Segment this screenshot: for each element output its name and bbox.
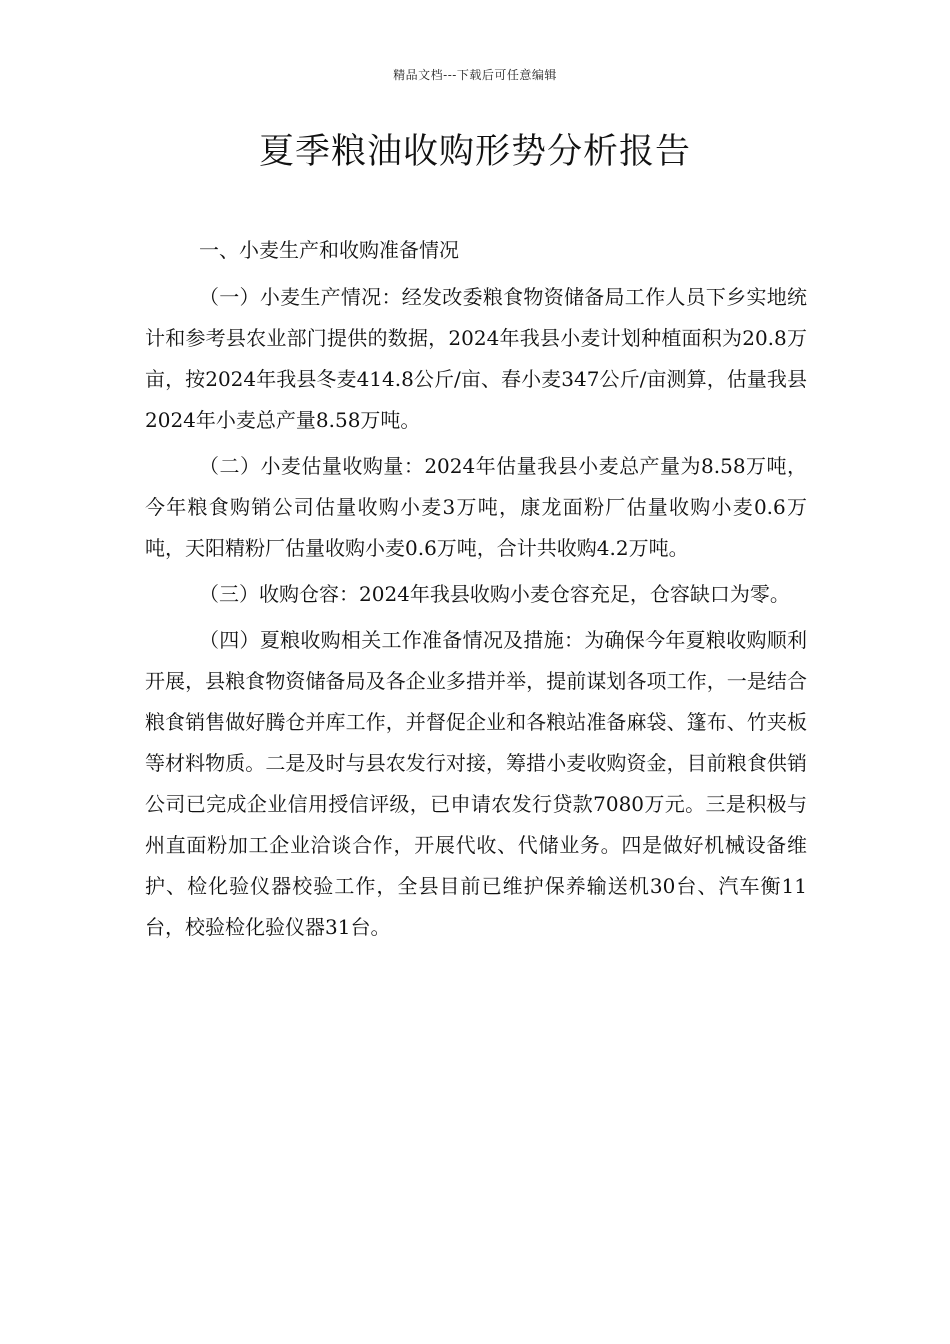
header-note: 精品文档---下载后可任意编辑 — [393, 68, 557, 82]
paragraph-wheat-production: （一）小麦生产情况：经发改委粮食物资储备局工作人员下乡实地统计和参考县农业部门提供的数据，2024年我县小麦计划种植面积为20.8万亩，按2024年我县冬麦414.8公斤/亩、春小麦347公斤/亩测算，估量我县2024年小麦总产量8.58万吨。 — [145, 285, 807, 432]
document-body — [145, 230, 807, 953]
paragraph-wheat-purchase-estimate: （二）小麦估量收购量：2024年估量我县小麦总产量为8.58万吨，今年粮食购销公司估量收购小麦3万吨，康龙面粉厂估量收购小麦0.6万吨，天阳精粉厂估量收购小麦0.6万吨，合计共收购4.2万吨。 — [145, 454, 807, 560]
paragraph-storage-capacity: （三）收购仓容：2024年我县收购小麦仓容充足，仓容缺口为零。 — [199, 582, 790, 606]
document-title: 夏季粮油收购形势分析报告 — [258, 132, 691, 172]
paragraph-preparation-measures: （四）夏粮收购相关工作准备情况及措施：为确保今年夏粮收购顺利开展，县粮食物资储备局及各企业多措并举，提前谋划各项工作，一是结合粮食销售做好腾仓并库工作，并督促企业和各粮站准备麻袋、篷布、竹夹板等材料物质。二是及时与县农发行对接，筹措小麦收购资金，目前粮食供销公司已完成企业信用授信评级，已申请农发行贷款7080万元。三是积极与州直面粉加工企业洽谈合作，开展代收、代储业务。四是做好机械设备维护、检化验仪器校验工作，全县目前已维护保养输送机30台、汽车衡11台，校验检化验仪器31台。 — [145, 628, 807, 939]
section-heading: 一、小麦生产和收购准备情况 — [199, 238, 459, 262]
